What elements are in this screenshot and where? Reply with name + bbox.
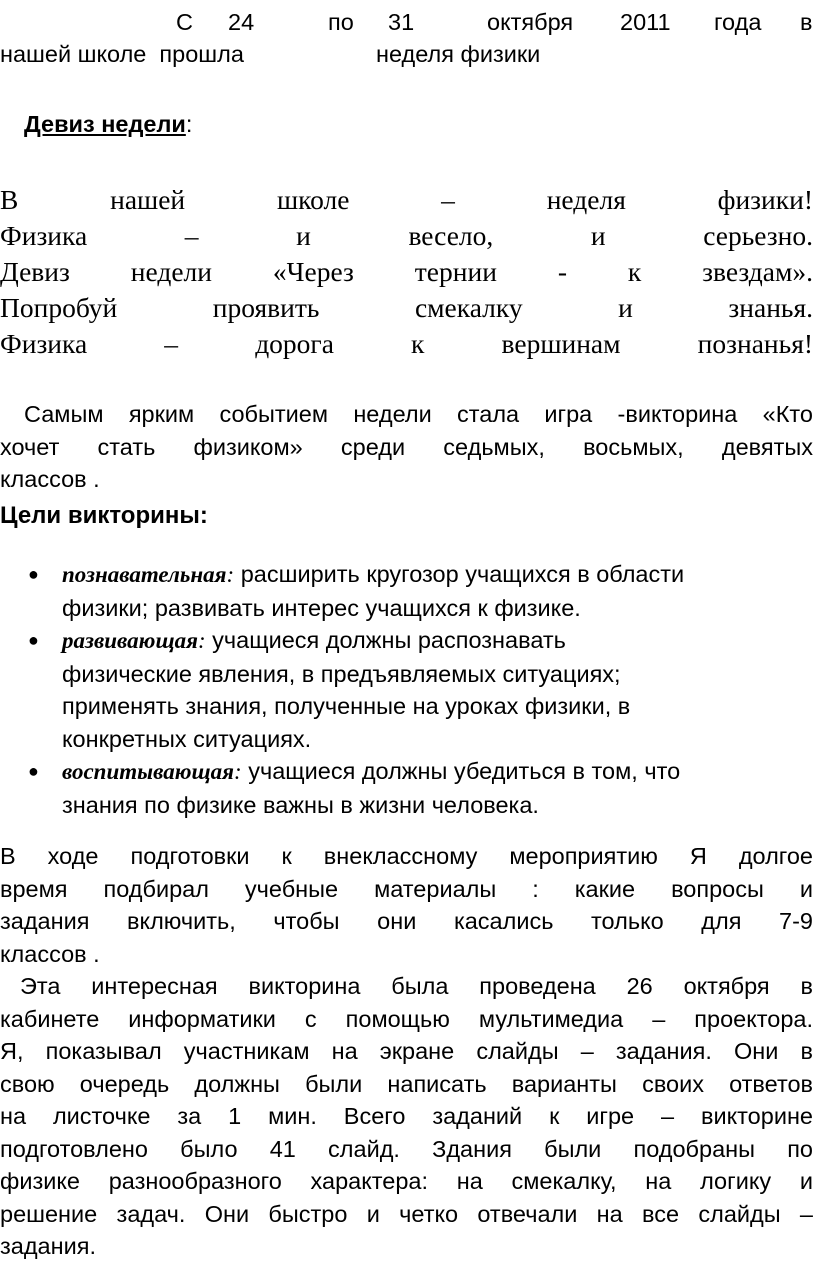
list-item [0,558,816,624]
goal-text: конкретных ситуациях. [62,725,312,752]
list-item [0,755,816,821]
poem-line: Физика – и весело, и серьезно. [0,220,813,251]
goal-text: учащиеся должны распознавать [212,627,566,653]
motto-poem [0,182,813,362]
quiz-line: физике разнообразного характера: на смекалку, на логику и [0,1168,813,1194]
goal-text: знания по физике важны в жизни человека. [62,791,539,818]
quiz-line: решение задач. Они быстро и четко отвечали на все слайды – [0,1200,813,1227]
quiz-line: Эта интересная викторина была проведена 26 октября в [20,973,813,999]
preparation-line: классов . [0,940,100,967]
preparation-line: задания включить, чтобы они касались только для 7-9 [0,908,813,934]
bullet-icon: ● [28,630,39,650]
goal-category-colon: : [197,628,206,653]
intro-line-2-right: неделя физики [376,41,541,67]
intro-line-2-left: нашей школе прошла [0,41,244,67]
goal-category: познавательная [62,562,227,587]
preparation-line: время подбирал учебные материалы : какие вопросы и [0,875,813,902]
intro-word: по [328,9,354,35]
goal-text: расширить кругозор учащихся в области [240,561,685,587]
goal-category-colon: : [226,562,235,587]
quiz-line: задания. [0,1233,96,1259]
goal-text: физические явления, в предъявляемых ситуациях; [62,660,621,687]
list-item [0,624,816,755]
poem-line: Девиз недели «Через тернии - к звездам». [0,256,813,287]
preparation-paragraph [0,840,813,970]
poem-line: Попробуй проявить смекалку и знанья. [0,292,813,323]
intro-word: 2011 [620,9,671,35]
intro-word: 24 [228,9,255,35]
event-line: хочет стать физиком» среди седьмых, восьмых, девятых [0,433,813,460]
goal-category: воспитывающая [62,759,235,784]
poem-line: В нашей школе – неделя физики! [0,184,813,215]
quiz-line: подготовлено было 41 слайд. Здания были подобраны по [0,1135,813,1162]
intro-word: октября [487,9,574,35]
intro-line-1 [0,6,816,38]
intro-word: С [176,9,193,35]
poem-line: Физика – дорога к вершинам познанья! [0,328,813,359]
goal-category-colon: : [234,759,242,784]
goals-title: Цели викторины: [0,502,208,529]
intro-line-2 [0,38,816,70]
intro-word: 31 [388,9,415,35]
quiz-paragraph [0,970,813,1263]
preparation-line: В ходе подготовки к внеклассному мероприятию Я долгое [0,843,813,869]
intro-paragraph [0,6,816,70]
goal-category: развивающая [62,628,198,653]
bullet-icon: ● [28,564,39,584]
event-paragraph [0,398,813,496]
intro-word: года [714,9,762,35]
goal-text: учащиеся должны убедиться в том, что [248,758,681,784]
quiz-line: свою очередь должны были написать варианты своих ответов [0,1070,813,1097]
quiz-line: кабинете информатики с помощью мультимедиа – проектора. [0,1005,813,1032]
goal-text: физики; развивать интерес учащихся к физике. [62,594,581,621]
event-line: классов . [0,466,100,492]
motto-heading-text: Девиз недели [24,111,186,137]
bullet-icon: ● [28,761,39,781]
goals-list [0,558,816,821]
motto-heading-colon: : [185,111,193,137]
quiz-line: Я, показывал участникам на экране слайды – задания. Они в [0,1038,813,1064]
goal-text: применять знания, полученные на уроках физики, в [62,693,631,719]
event-line: Самым ярким событием недели стала игра -викторина «Кто [24,401,813,427]
quiz-line: на листочке за 1 мин. Всего заданий к игре – викторине [0,1103,813,1129]
intro-word: в [800,9,813,35]
motto-heading [24,108,192,141]
